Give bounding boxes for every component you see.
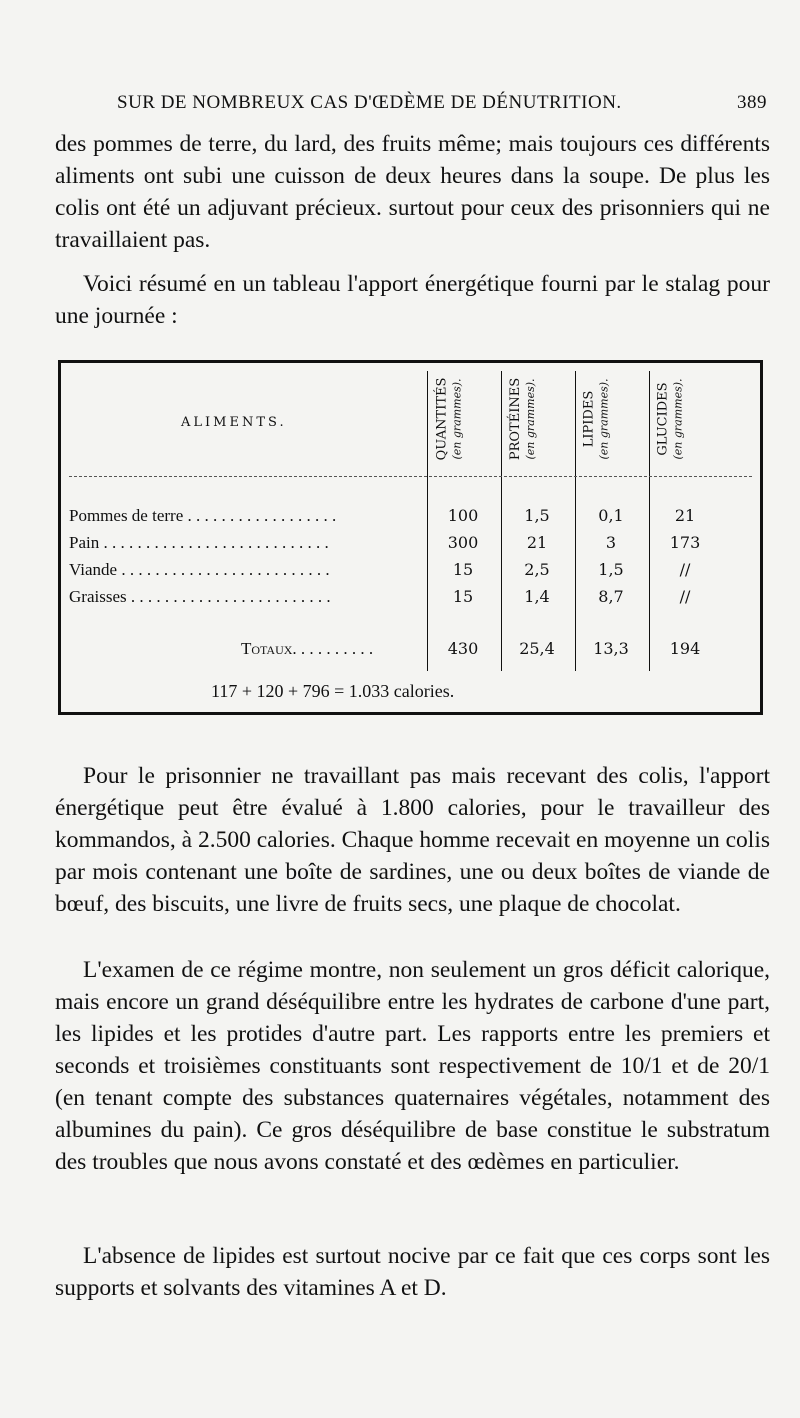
header-proteines-label: PROTÉINES: [508, 377, 524, 461]
page-number: 389: [737, 92, 767, 113]
nutrition-table: [58, 360, 763, 715]
paragraph-4: L'examen de ce régime montre, non seulement un gros déficit calorique, mais encore un grand déséquilibre entre les hydrates de carbone d'une part, les lipides et les protides d'autre part. Les rapports entre les premiers et seconds et troisièmes constituants sont respectivement de 10/1 et de 20/1 (en tenant compte des substances quaternaires végétales, notamment des albumines du pain). Ce gros déséquilibre de base constitue le substratum des troubles que nous avons constaté et des œdèmes en particulier.: [55, 957, 770, 1175]
cell-proteine: 1,5: [524, 506, 550, 525]
cell-glucide: //: [679, 587, 691, 606]
paragraph-3: Pour le prisonnier ne travaillant pas mais recevant des colis, l'apport énergétique peut être évalué à 1.800 calories, pour le travailleur des kommandos, à 2.500 calories. Chaque homme recevait en moyenne un colis par mois contenant une boîte de sardines, une ou deux boîtes de viande de bœuf, des biscuits, une livre de fruits secs, une plaque de chocolat.: [55, 763, 770, 917]
paragraph-5: L'absence de lipides est surtout nocive par ce fait que ces corps sont les supports et solvants des vitamines A et D.: [55, 1243, 770, 1301]
row-label: Pommes de terre . . . . . . . . . . . . . . . . . .: [69, 506, 337, 525]
cell-quantite: 15: [452, 560, 474, 579]
cell-glucide: //: [679, 560, 691, 579]
cell-quantite: 15: [452, 587, 474, 606]
header-proteines: [493, 371, 553, 467]
total-glucide: 194: [669, 639, 701, 658]
cell-glucide: 173: [669, 533, 701, 552]
paragraph-1: des pommes de terre, du lard, des fruits même; mais toujours ces différents aliments ont subi une cuisson de deux heures dans la soupe. De plus les colis ont été un adjuvant précieux. surtout pour ceux des prisonniers qui ne travaillaient pas.: [55, 131, 770, 253]
header-aliments: ALIMENTS.: [181, 415, 287, 430]
header-glucides-unit: (en grammes).: [672, 378, 686, 460]
header-lipides-label: LIPIDES: [582, 390, 598, 448]
calorie-formula: 117 + 120 + 796 = 1.033 calories.: [211, 681, 455, 701]
cell-lipide: 3: [605, 533, 617, 552]
cell-quantite: 100: [447, 506, 479, 525]
running-title: SUR DE NOMBREUX CAS D'ŒDÈME DE DÉNUTRITION.: [117, 92, 622, 113]
header-glucides-label: GLUCIDES: [656, 382, 672, 456]
table-row: [61, 560, 760, 584]
header-lipides: [567, 371, 627, 467]
cell-lipide: 1,5: [598, 560, 624, 579]
row-label: Pain . . . . . . . . . . . . . . . . . . . . . . . . . . .: [69, 533, 329, 552]
header-divider: [69, 476, 752, 477]
table-total-row: [61, 639, 760, 663]
cell-glucide: 21: [674, 506, 696, 525]
row-label: Viande . . . . . . . . . . . . . . . . . . . . . . . . .: [69, 560, 330, 579]
cell-proteine: 2,5: [524, 560, 550, 579]
table-header-row: [61, 363, 760, 473]
cell-quantite: 300: [447, 533, 479, 552]
total-lipide: 13,3: [593, 639, 629, 658]
table-row: [61, 506, 760, 530]
total-label: Totaux. . . . . . . . . .: [241, 639, 374, 658]
total-proteine: 25,4: [519, 639, 555, 658]
cell-proteine: 1,4: [524, 587, 550, 606]
cell-lipide: 8,7: [598, 587, 624, 606]
total-quantite: 430: [447, 639, 479, 658]
header-proteines-unit: (en grammes).: [524, 378, 538, 460]
header-quantites: [419, 371, 479, 467]
cell-proteine: 21: [526, 533, 548, 552]
header-quantites-unit: (en grammes).: [450, 378, 464, 460]
running-header: [117, 92, 767, 114]
row-label: Graisses . . . . . . . . . . . . . . . . . . . . . . . .: [69, 587, 331, 606]
header-quantites-label: QUANTITÉS: [434, 377, 450, 461]
header-lipides-unit: (en grammes).: [598, 378, 612, 460]
cell-lipide: 0,1: [598, 506, 624, 525]
table-row: [61, 587, 760, 611]
header-glucides: [641, 371, 701, 467]
table-row: [61, 533, 760, 557]
paragraph-2: Voici résumé en un tableau l'apport énergétique fourni par le stalag pour une journée :: [55, 271, 770, 329]
